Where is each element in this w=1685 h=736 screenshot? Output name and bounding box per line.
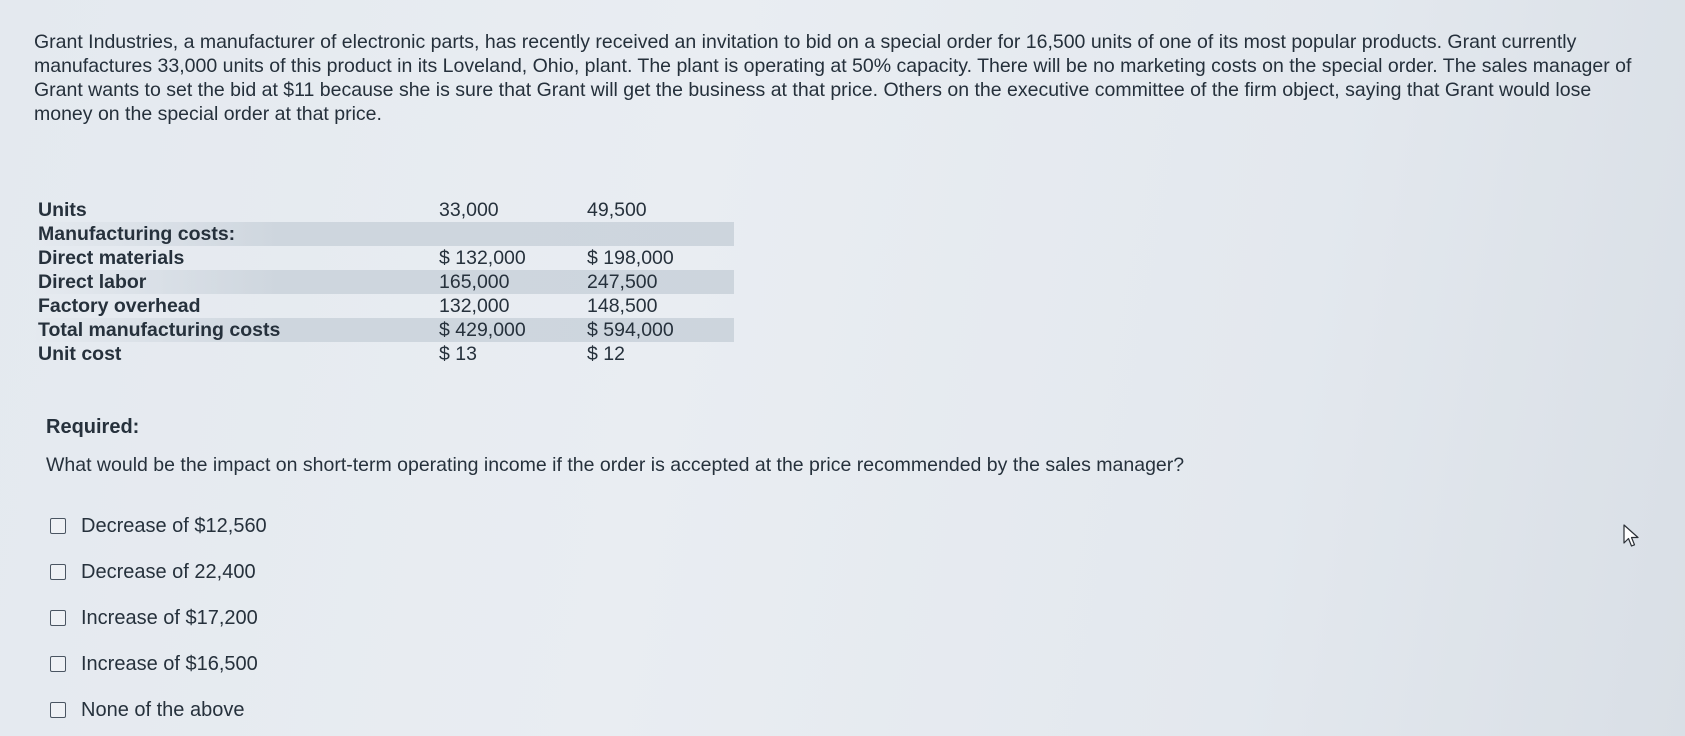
option-label: Decrease of $12,560 (81, 514, 267, 537)
table-row-factory-overhead (34, 294, 734, 318)
option-label: Decrease of 22,400 (81, 560, 256, 583)
answer-option-3[interactable] (50, 595, 267, 641)
value-33000-units: 165,000 (439, 271, 510, 293)
answer-option-2[interactable] (50, 549, 267, 595)
checkbox[interactable] (50, 656, 66, 672)
value-33000-units: $ 132,000 (439, 247, 526, 269)
table-row-units (34, 198, 734, 222)
value-49500-units: $ 12 (587, 343, 625, 365)
table-row-direct-materials (34, 246, 734, 270)
required-heading: Required: (46, 416, 140, 438)
value-49500-units: $ 198,000 (587, 247, 674, 269)
answer-option-5[interactable] (50, 687, 267, 733)
table-row-direct-labor (34, 270, 734, 294)
mouse-pointer-icon (1622, 524, 1640, 548)
answer-options (50, 503, 267, 733)
value-49500-units: 247,500 (587, 271, 658, 293)
table-row-manufacturing-costs (34, 222, 734, 246)
table-row-total-manufacturing-costs (34, 318, 734, 342)
row-label: Factory overhead (38, 295, 201, 317)
row-label: Manufacturing costs: (38, 223, 236, 245)
problem-statement: Grant Industries, a manufacturer of electronic parts, has recently received an invitation to bid on a special order for 16,500 units of one of its most popular products. Grant currently manufactures 33,000 units of this product in its Loveland, Ohio, plant. The plant is operating at 50% capacity. There will be no marketing costs on the special order. The sales manager of Grant wants to set the bid at $11 because she is sure that Grant will get the business at that price. Others on the executive committee of the firm object, saying that Grant would lose money on the special order at that price. (34, 31, 1632, 125)
table-row-unit-cost (34, 342, 734, 366)
value-49500-units: 49,500 (587, 199, 647, 221)
value-49500-units: 148,500 (587, 295, 658, 317)
checkbox[interactable] (50, 702, 66, 718)
cost-table (34, 198, 734, 366)
checkbox[interactable] (50, 610, 66, 626)
option-label: Increase of $17,200 (81, 606, 258, 629)
row-label: Direct materials (38, 247, 185, 269)
checkbox[interactable] (50, 518, 66, 534)
value-33000-units: 33,000 (439, 199, 499, 221)
row-label: Total manufacturing costs (38, 319, 281, 341)
value-33000-units: $ 429,000 (439, 319, 526, 341)
row-label: Unit cost (38, 343, 122, 365)
checkbox[interactable] (50, 564, 66, 580)
answer-option-1[interactable] (50, 503, 267, 549)
answer-option-4[interactable] (50, 641, 267, 687)
row-label: Direct labor (38, 271, 147, 293)
question-text: What would be the impact on short-term operating income if the order is accepted at the price recommended by the sales manager? (46, 454, 1185, 476)
option-label: Increase of $16,500 (81, 652, 258, 675)
value-49500-units: $ 594,000 (587, 319, 674, 341)
value-33000-units: 132,000 (439, 295, 510, 317)
option-label: None of the above (81, 698, 245, 721)
value-33000-units: $ 13 (439, 343, 477, 365)
row-label: Units (38, 199, 87, 221)
